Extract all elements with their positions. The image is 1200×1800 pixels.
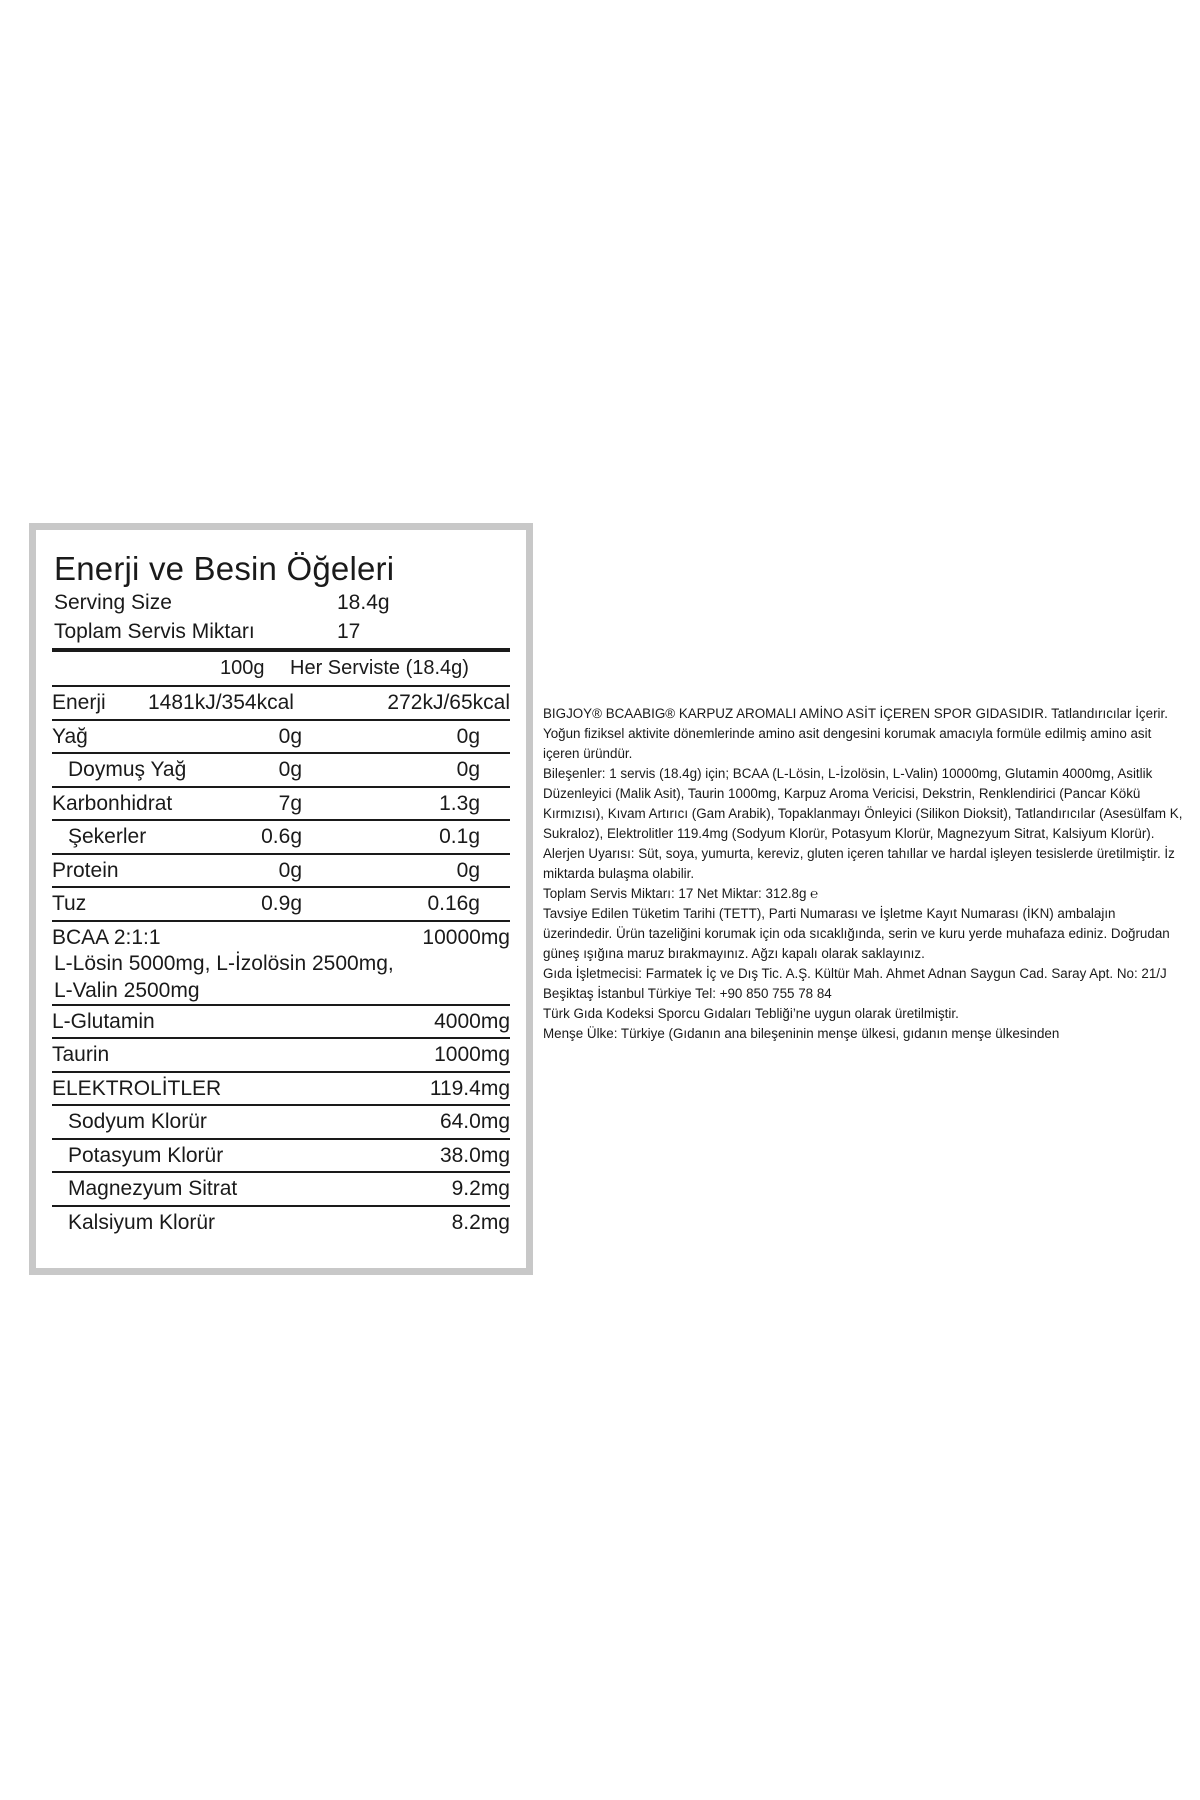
amino-label: Magnezyum Sitrat <box>68 1177 238 1200</box>
info-paragraph-quantity: Toplam Servis Miktarı: 17 Net Miktar: 312.8g ℮ <box>543 886 819 901</box>
amino-row <box>52 1207 510 1239</box>
amino-label: Sodyum Klorür <box>68 1110 207 1133</box>
amino-row <box>52 1173 510 1207</box>
amino-value: 1000mg <box>434 1043 510 1066</box>
amino-row <box>52 1039 510 1073</box>
nutrient-label: Tuz <box>52 892 87 915</box>
bcaa-value: 10000mg <box>422 925 510 949</box>
info-paragraph-storage: Tavsiye Edilen Tüketim Tarihi (TETT), Parti Numarası ve İşletme Kayıt Numarası (İKN) ambalajın üzerindedir. Ürün tazeliğini korumak için oda sıcaklığında, serin ve kuru yerde muhafaza ediniz. Doğrudan güneş ışığına maruz bırakmayınız. Ağzı kapalı olarak saklayınız. <box>543 906 1170 961</box>
nutrition-panel-inner <box>36 530 526 1268</box>
amino-value: 119.4mg <box>429 1076 510 1100</box>
nutrient-label: Doymuş Yağ <box>68 758 187 781</box>
total-servings-row <box>52 617 510 646</box>
info-paragraph-allergen: Alerjen Uyarısı: Süt, soya, yumurta, kereviz, gluten içeren tahıllar ve hardal işleyen tesislerde üretilmiştir. İz miktarda bulaşma olabilir. <box>543 846 1175 881</box>
nutrient-per100: 0g <box>278 858 302 882</box>
nutrient-per100: 7g <box>278 791 302 815</box>
info-paragraph-ingredients: Bileşenler: 1 servis (18.4g) için; BCAA (L-Lösin, L-İzolösin, L-Valin) 10000mg, Glutamin 4000mg, Asitlik Düzenleyici (Malik Asit), Taurin 1000mg, Karpuz Aroma Vericisi, Dekstrin, Renklendirici (Pancar Kökü Kırmızısı), Kıvam Artırıcı (Gam Arabik), Topaklanmayı Önleyici (Silikon Dioksit), Tatlandırıcılar (Asesülfam K, Sukraloz), Elektrolitler 119.4mg (Sodyum Klorür, Potasyum Klorür, Magnezyum Sitrat, Kalsiyum Klorür). <box>543 766 1183 841</box>
amino-value: 8.2mg <box>451 1210 510 1234</box>
nutrient-perserving: 0g <box>456 758 480 781</box>
amino-value: 4000mg <box>434 1009 510 1033</box>
nutrient-perserving: 0g <box>456 858 480 882</box>
product-info-text <box>543 704 1183 1044</box>
amino-row <box>52 1073 510 1107</box>
nutrient-per100: 0g <box>278 758 302 781</box>
nutrition-title: Enerji ve Besin Öğeleri <box>54 550 395 587</box>
amino-label: Kalsiyum Klorür <box>68 1210 216 1234</box>
info-paragraph-operator: Gıda İşletmecisi: Farmatek İç ve Dış Tic. A.Ş. Kültür Mah. Ahmet Adnan Saygun Cad. Saray Apt. No: 21/J Beşiktaş İstanbul Türkiye Tel: +90 850 755 78 84 <box>543 966 1167 1001</box>
nutrient-row <box>52 821 510 855</box>
nutrient-per100: 0g <box>278 724 302 748</box>
nutrient-row <box>52 788 510 822</box>
amino-row <box>52 1140 510 1174</box>
nutrient-label: Enerji <box>52 691 106 714</box>
nutrient-row <box>52 855 510 889</box>
nutrient-per100: 1481kJ/354kcal <box>148 691 294 714</box>
amino-label: Taurin <box>52 1043 110 1066</box>
nutrient-perserving: 0.16g <box>427 892 480 915</box>
info-paragraph-origin: Menşe Ülke: Türkiye (Gıdanın ana bileşeninin menşe ülkesi, gıdanın menşe ülkesinden <box>543 1026 1060 1041</box>
nutrient-perserving: 0.1g <box>439 825 480 848</box>
nutrient-row <box>52 754 510 788</box>
nutrient-per100: 0.9g <box>261 892 302 915</box>
nutrient-row <box>52 888 510 922</box>
column-header-row <box>52 652 510 685</box>
nutrient-perserving: 0g <box>456 724 480 748</box>
column-header-perserving: Her Serviste (18.4g) <box>290 657 469 679</box>
amino-row <box>52 1106 510 1140</box>
nutrient-row-energy <box>52 687 510 721</box>
total-servings-label: Toplam Servis Miktarı <box>54 620 255 643</box>
amino-row <box>52 1006 510 1040</box>
total-servings-value: 17 <box>337 620 361 643</box>
nutrient-row <box>52 721 510 755</box>
amino-label: L-Glutamin <box>52 1009 155 1033</box>
nutrient-perserving: 272kJ/65kcal <box>387 691 510 714</box>
info-paragraph-regulation: Türk Gıda Kodeksi Sporcu Gıdaları Tebliği’ne uygun olarak üretilmiştir. <box>543 1006 959 1021</box>
nutrition-panel <box>29 523 533 1275</box>
serving-size-label: Serving Size <box>54 591 172 614</box>
info-paragraph-description: BIGJOY® BCAABIG® KARPUZ AROMALI AMİNO ASİT İÇEREN SPOR GIDASIDIR. Tatlandırıcılar İçerir. Yoğun fiziksel aktivite dönemlerinde amino asit dengesini korumak amacıyla formüle edilmiş amino asit içeren üründür. <box>543 706 1168 761</box>
serving-size-row <box>52 588 510 617</box>
amino-value: 38.0mg <box>439 1143 510 1167</box>
amino-value: 64.0mg <box>439 1110 510 1133</box>
bcaa-row <box>52 922 510 1006</box>
nutrient-label: Şekerler <box>68 825 147 848</box>
bcaa-detail: L-Lösin 5000mg, L-İzolösin 2500mg, L-Valin 2500mg <box>54 951 394 1002</box>
amino-label: ELEKTROLİTLER <box>52 1076 222 1100</box>
nutrient-label: Yağ <box>52 724 88 748</box>
amino-label: Potasyum Klorür <box>68 1143 224 1167</box>
serving-size-value: 18.4g <box>337 591 390 614</box>
nutrient-per100: 0.6g <box>261 825 302 848</box>
nutrient-perserving: 1.3g <box>439 791 480 815</box>
bcaa-label: BCAA 2:1:1 <box>52 925 161 949</box>
column-header-per100: 100g <box>220 657 265 679</box>
nutrient-label: Karbonhidrat <box>52 791 173 815</box>
nutrient-label: Protein <box>52 858 119 882</box>
amino-value: 9.2mg <box>451 1177 510 1200</box>
